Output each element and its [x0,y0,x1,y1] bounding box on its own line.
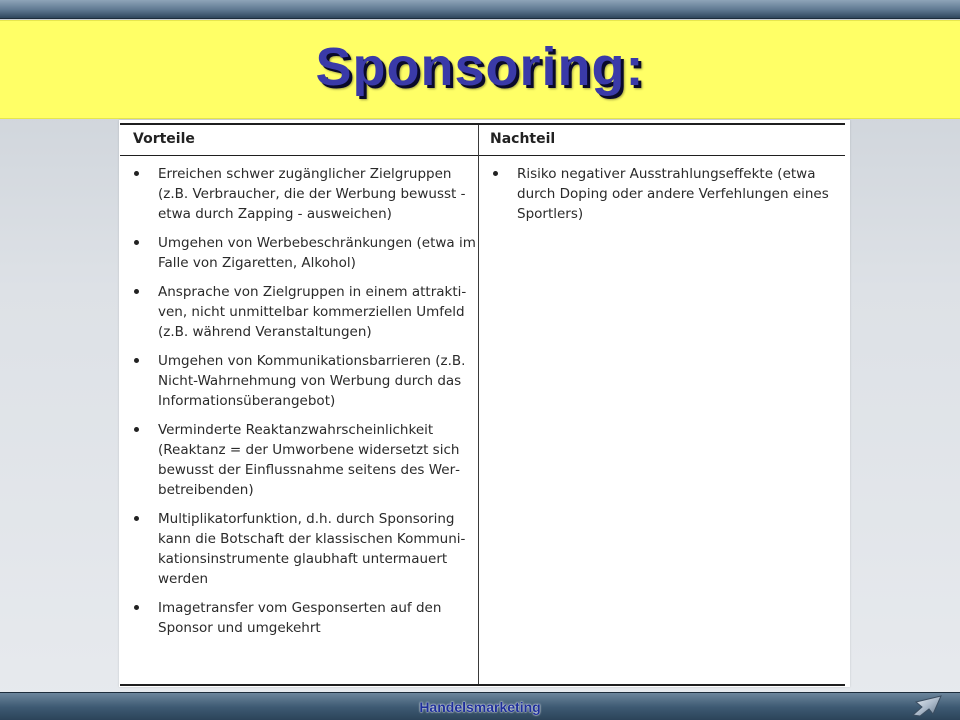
vorteil-item [131,598,476,638]
top-bar [0,0,960,19]
vorteil-item [131,509,476,589]
vorteil-item [131,164,476,224]
vorteil-text: Ansprache von Zielgruppen in einem attraktiven, nicht unmittelbar kommerziellen Umfeld (z.B. während Veranstaltungen) [158,284,467,340]
footer-title: Handelsmarketing [419,699,541,715]
vorteil-text: Umgehen von Werbebeschränkungen (etwa im Falle von Zigaretten, Alkohol) [158,235,476,271]
table-bottom-rule [120,684,845,686]
vorteil-text: Umgehen von Kommunikationsbarrieren (z.B. Nicht-Wahrnehmung von Werbung durch das Informationsüberangebot) [158,353,466,409]
slide-title: Sponsoring: [315,37,645,97]
vorteil-item [131,420,476,500]
vorteil-text: Verminderte Reaktanzwahrscheinlichkeit (Reaktanz = der Umworbene widersetzt sich bewusst der Einflussnahme seitens des Werbetreibenden) [158,422,460,498]
nachteil-item [490,164,840,224]
bullet-icon [134,358,139,363]
vorteil-item [131,351,476,411]
table-column-divider [478,125,479,685]
nachteil-text: Risiko negativer Ausstrahlungseffekte (etwa durch Doping oder andere Verfehlungen eines Sportlers) [517,166,829,222]
table-top-rule [120,123,845,125]
next-slide-arrow-icon[interactable] [910,694,944,718]
bullet-icon [134,427,139,432]
arrow-icon-graphic [910,694,944,718]
table-header-rule [120,155,845,156]
bullet-icon [134,289,139,294]
bullet-icon [134,516,139,521]
vorteil-text: Multiplikatorfunktion, d.h. durch Sponsoring kann die Botschaft der klassischen Kommunikationsinstrumente glaubhaft untermauert werden [158,511,466,587]
bullet-icon [134,240,139,245]
bullet-icon [134,171,139,176]
vorteil-item [131,233,476,273]
nachteile-list [490,164,840,233]
vorteile-list [131,164,476,647]
bullet-icon [493,171,498,176]
bullet-icon [134,605,139,610]
column-header-vorteile: Vorteile [133,131,195,147]
column-header-nachteil: Nachteil [490,131,556,147]
vorteil-item [131,282,476,342]
vorteil-text: Imagetransfer vom Gesponserten auf den Sponsor und umgekehrt [158,600,442,636]
vorteil-text: Erreichen schwer zugänglicher Zielgruppen (z.B. Verbraucher, die der Werbung bewusst - etwa durch Zapping - ausweichen) [158,166,466,222]
